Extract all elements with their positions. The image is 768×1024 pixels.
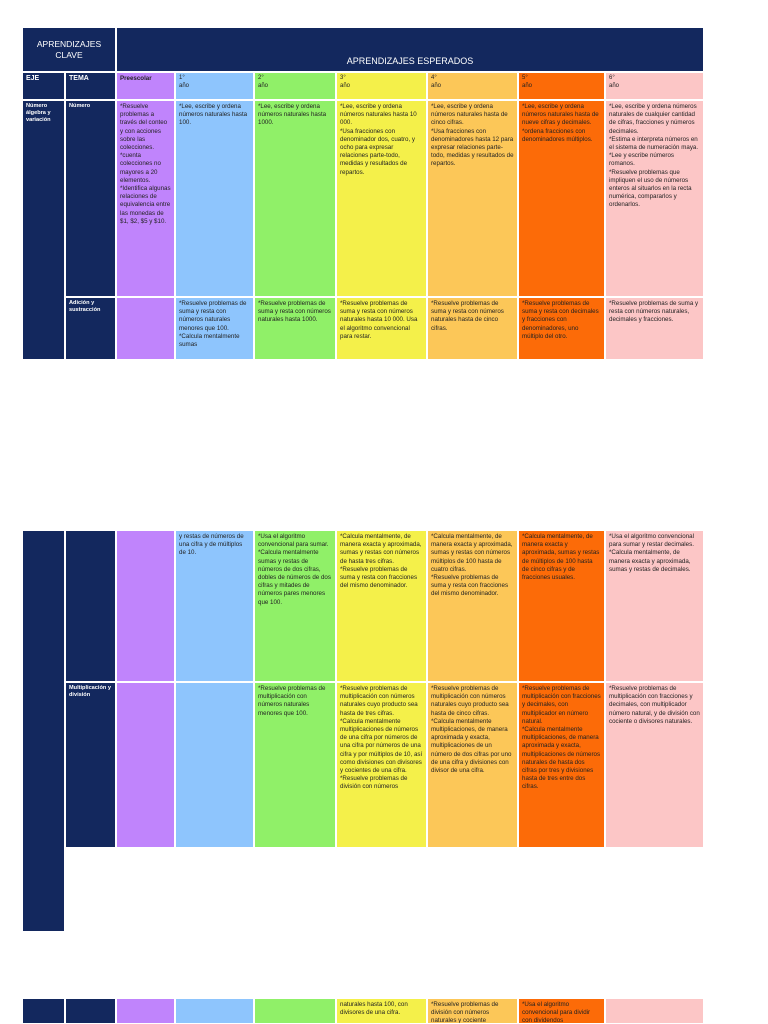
adicion-grade-5: *Resuelve problemas de suma y resta con decimales y fracciones con denominadores, uno múltiplo del otro. bbox=[518, 297, 605, 360]
mult-grade-6: *Resuelve problemas de multiplicación con fracciones y decimales, con multiplicador número natural, y de división con cociente o divisores naturales. bbox=[605, 682, 704, 848]
mult-cont-grade-2 bbox=[254, 998, 336, 1024]
table-block-3 bbox=[22, 998, 704, 1024]
mult-grade-3: *Resuelve problemas de multiplicación con números naturales cuyo producto sea hasta de tres cifras. *Calcula mentalmente multiplicaciones de números de una cifra por números de una cifra por números de una cifra y por múltiplos de 10, así como divisiones con divisores y cocientes de una cifra. *Resuelve problemas de división con números bbox=[336, 682, 427, 848]
column-eje: EJE bbox=[22, 72, 65, 100]
mult-cont-grade-6 bbox=[605, 998, 704, 1024]
eje-continuation bbox=[22, 530, 65, 932]
header-esperados: APRENDIZAJES ESPERADOS bbox=[116, 27, 704, 72]
adicion-grade-2: *Resuelve problemas de suma y resta con números naturales hasta 1000. bbox=[254, 297, 336, 360]
mult-grade-1 bbox=[175, 682, 254, 848]
adicion-grade-4: *Resuelve problemas de suma y resta con números naturales hasta de cinco cifras. bbox=[427, 297, 518, 360]
column-grade-2: 2° año bbox=[254, 72, 336, 100]
adicion-cont-grade-6: *Usa el algoritmo convencional para sumar y restar decimales. *Calcula mentalmente, de manera exacta y aproximada, sumas y restas de decimales. bbox=[605, 530, 704, 682]
header-clave: APRENDIZAJES CLAVE bbox=[22, 27, 116, 72]
numero-grade-4: *Lee, escribe y ordena números naturales hasta de cinco cifras. *Usa fracciones con denominadores hasta 12 para expresar relaciones parte-todo, medidas y resultados de repartos. bbox=[427, 100, 518, 297]
mult-cont-grade-4: *Resuelve problemas de división con números naturales y cociente bbox=[427, 998, 518, 1024]
tema-adicion: Adición y sustracción bbox=[65, 297, 116, 360]
mult-grade-2: *Resuelve problemas de multiplicación con números naturales menores que 100. bbox=[254, 682, 336, 848]
adicion-cont-grade-5: *Calcula mentalmente, de manera exacta y aproximada, sumas y restas de múltiplos de 100 hasta de cinco cifras y de fracciones usuales. bbox=[518, 530, 605, 682]
column-grade-3: 3° año bbox=[336, 72, 427, 100]
numero-grade-1: *Lee, escribe y ordena números naturales hasta 100. bbox=[175, 100, 254, 297]
eje-continuation-3 bbox=[22, 998, 65, 1024]
mult-cont-preescolar bbox=[116, 998, 175, 1024]
mult-cont-grade-5: *Usa el algoritmo convencional para dividir con dividendos bbox=[518, 998, 605, 1024]
adicion-grade-3: *Resuelve problemas de suma y resta con números naturales hasta 10 000. Usa el algoritmo convencional para restar. bbox=[336, 297, 427, 360]
mult-cont-grade-1 bbox=[175, 998, 254, 1024]
table-block-2 bbox=[22, 530, 704, 932]
tema-adicion-continuation bbox=[65, 530, 116, 682]
column-grade-1: 1° año bbox=[175, 72, 254, 100]
column-grade-6: 6° año bbox=[605, 72, 704, 100]
tema-numero: Número bbox=[65, 100, 116, 297]
mult-grade-5: *Resuelve problemas de multiplicación con fracciones y decimales, con multiplicador en número natural. *Calcula mentalmente multiplicaciones, de manera aproximada y exacta, multiplicaciones de números naturales de hasta dos cifras por tres y divisiones hasta de tres entre dos cifras. bbox=[518, 682, 605, 848]
adicion-cont-grade-3: *Calcula mentalmente, de manera exacta y aproximada, sumas y restas con números de hasta tres cifras. *Resuelve problemas de suma y resta con fracciones del mismo denominador. bbox=[336, 530, 427, 682]
column-tema: TEMA bbox=[65, 72, 116, 100]
eje-numero: Número álgebra y variación bbox=[22, 100, 65, 360]
mult-grade-4: *Resuelve problemas de multiplicación con números naturales cuyo producto sea hasta de cinco cifras. *Calcula mentalmente multiplicaciones, de manera aproximada y exacta, multiplicaciones de un número de dos cifras por uno de una cifra y divisiones con divisor de una cifra. bbox=[427, 682, 518, 848]
column-preescolar: Preescolar bbox=[116, 72, 175, 100]
numero-grade-2: *Lee, escribe y ordena números naturales hasta 1000. bbox=[254, 100, 336, 297]
numero-grade-5: *Lee, escribe y ordena números naturales hasta de nueve cifras y decimales. *ordena fracciones con denominadores múltiplos. bbox=[518, 100, 605, 297]
adicion-cont-preescolar bbox=[116, 530, 175, 682]
column-grade-4: 4° año bbox=[427, 72, 518, 100]
adicion-grade-1: *Resuelve problemas de suma y resta con números naturales menores que 100. *Calcula mentalmente sumas bbox=[175, 297, 254, 360]
mult-preescolar bbox=[116, 682, 175, 848]
tema-mult-continuation bbox=[65, 998, 116, 1024]
adicion-cont-grade-1: y restas de números de una cifra y de múltiplos de 10. bbox=[175, 530, 254, 682]
tema-multiplicacion: Multiplicación y división bbox=[65, 682, 116, 848]
numero-preescolar: *Resuelve problemas a través del conteo y con acciones sobre las colecciones. *cuenta colecciones no mayores a 20 elementos. *Identifica algunas relaciones de equivalencia entre las monedas de $1, $2, $5 y $10. bbox=[116, 100, 175, 297]
column-grade-5: 5° año bbox=[518, 72, 605, 100]
table-block-1 bbox=[22, 27, 704, 360]
numero-grade-6: *Lee, escribe y ordena números naturales de cualquier cantidad de cifras, fracciones y números decimales. *Estima e interpreta números en el sistema de numeración maya. *Lee y escribe números romanos. *Resuelve problemas que impliquen el uso de números enteros al situarlos en la recta numérica, compararlos y ordenarlos. bbox=[605, 100, 704, 297]
adicion-grade-6: *Resuelve problemas de suma y resta con números naturales, decimales y fracciones. bbox=[605, 297, 704, 360]
adicion-cont-grade-2: *Usa el algoritmo convencional para sumar. *Calcula mentalmente sumas y restas de números de dos cifras, dobles de números de dos cifras y mitades de números pares menores que 100. bbox=[254, 530, 336, 682]
adicion-preescolar bbox=[116, 297, 175, 360]
adicion-cont-grade-4: *Calcula mentalmente, de manera exacta y aproximada, sumas y restas con números múltiplos de 100 hasta de cuatro cifras. *Resuelve problemas de suma y resta con fracciones del mismo denominador. bbox=[427, 530, 518, 682]
mult-cont-grade-3: naturales hasta 100, con divisores de una cifra. bbox=[336, 998, 427, 1024]
numero-grade-3: *Lee, escribe y ordena números naturales hasta 10 000. *Usa fracciones con denominador dos, cuatro, y ocho para expresar relaciones parte-todo, medidas y resultados de repartos. bbox=[336, 100, 427, 297]
